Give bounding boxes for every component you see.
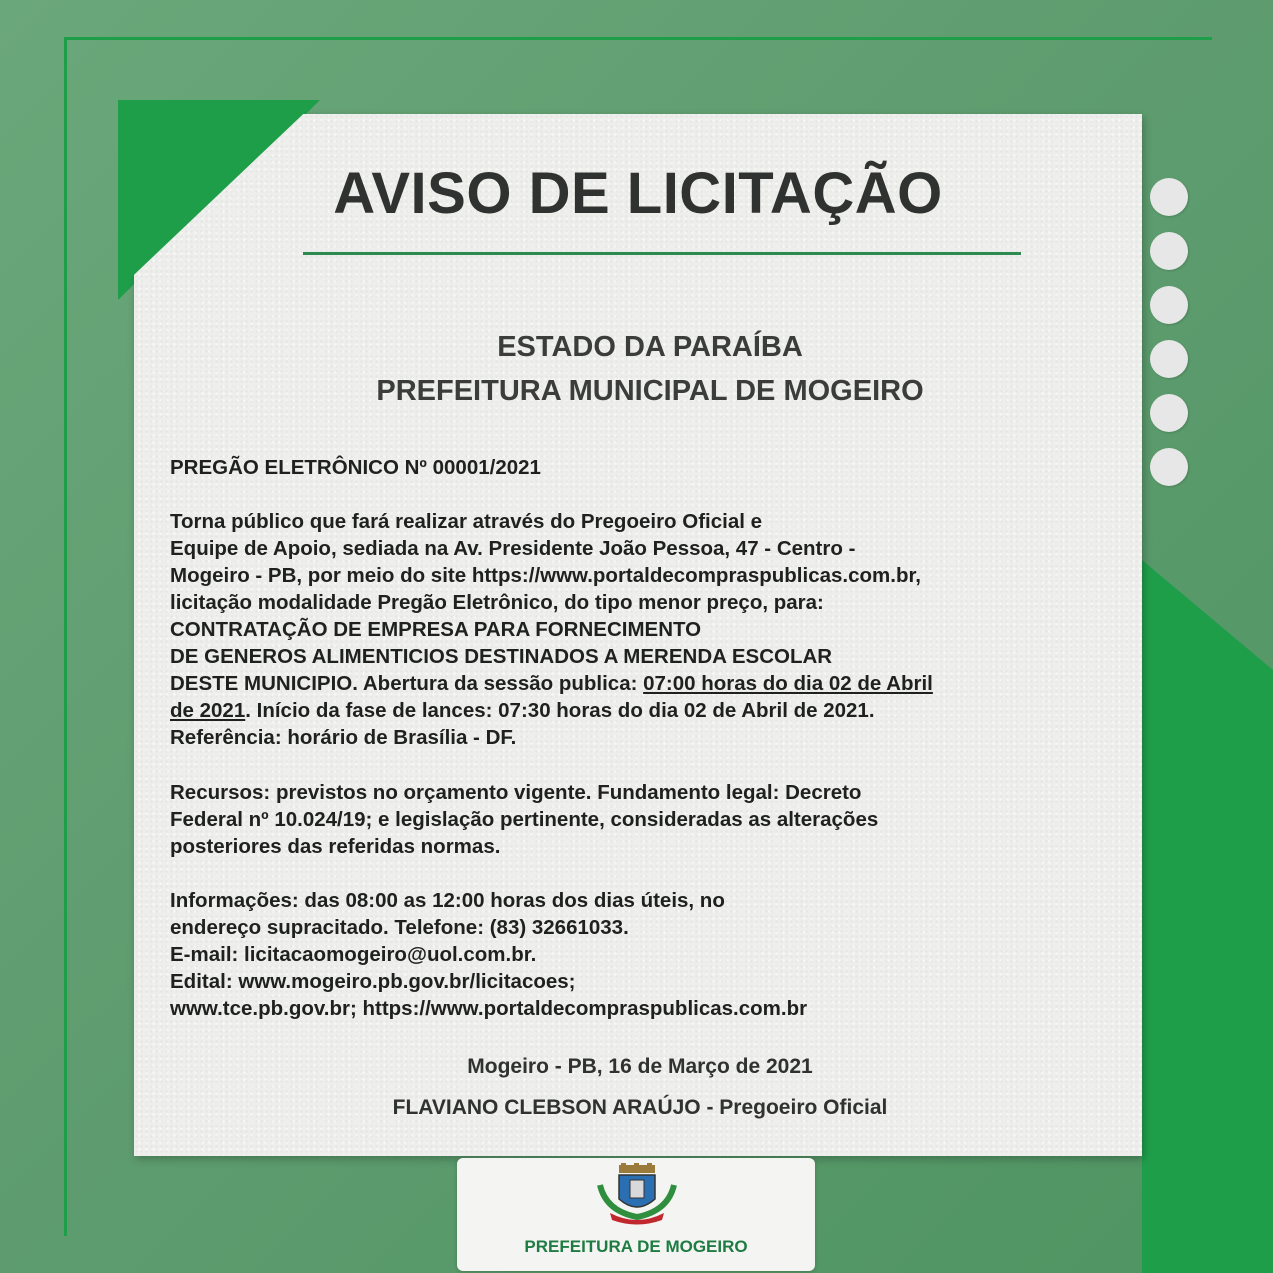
paragraph-line: Recursos: previstos no orçamento vigente. Fundamento legal: Decreto xyxy=(170,781,862,804)
bidding-phase-text: . Início da fase de lances: 07:30 horas do dia 02 de Abril de 2021. xyxy=(245,699,875,722)
logo-label: PREFEITURA DE MOGEIRO xyxy=(524,1237,748,1256)
signatory: FLAVIANO CLEBSON ARAÚJO - Pregoeiro Oficial xyxy=(392,1096,888,1119)
dot-icon xyxy=(1150,232,1188,270)
opening-date: 07:00 horas do dia 02 de Abril xyxy=(643,672,933,695)
paragraph-line: Edital: www.mogeiro.pb.gov.br/licitacoes; xyxy=(170,970,576,993)
dot-icon xyxy=(1150,286,1188,324)
notice-title: AVISO DE LICITAÇÃO xyxy=(333,161,943,226)
paragraph-line: licitação modalidade Pregão Eletrônico, do tipo menor preço, para: xyxy=(170,591,824,614)
paragraph-line: posteriores das referidas normas. xyxy=(170,835,501,858)
paragraph-line: www.tce.pb.gov.br; https://www.portaldecompraspublicas.com.br xyxy=(170,997,808,1020)
notice-paragraph-3 xyxy=(170,887,1090,1022)
opening-text: DESTE MUNICIPIO. Abertura da sessão publica: xyxy=(170,672,644,695)
paragraph-line xyxy=(170,697,1090,724)
dot-icon xyxy=(1150,178,1188,216)
place-date: Mogeiro - PB, 16 de Março de 2021 xyxy=(467,1055,813,1078)
paragraph-line: Referência: horário de Brasília - DF. xyxy=(170,726,517,749)
municipal-coat-of-arms-icon xyxy=(592,1163,682,1227)
notice-paragraph-2 xyxy=(170,779,1090,860)
paragraph-line: Mogeiro - PB, por meio do site https://www.portaldecompraspublicas.com.br, xyxy=(170,564,922,587)
paragraph-line: Torna público que fará realizar através do Pregoeiro Oficial e xyxy=(170,510,763,533)
dot-icon xyxy=(1150,448,1188,486)
process-number: PREGÃO ELETRÔNICO Nº 00001/2021 xyxy=(170,456,541,479)
paragraph-line: Federal nº 10.024/19; e legislação pertinente, consideradas as alterações xyxy=(170,808,879,831)
title-divider xyxy=(303,252,1021,255)
city-hall-heading: PREFEITURA MUNICIPAL DE MOGEIRO xyxy=(376,375,924,407)
paragraph-line: endereço supracitado. Telefone: (83) 32661033. xyxy=(170,916,629,939)
paragraph-line xyxy=(170,670,1090,697)
paragraph-line: E-mail: licitacaomogeiro@uol.com.br. xyxy=(170,943,537,966)
paragraph-line: Equipe de Apoio, sediada na Av. Presidente João Pessoa, 47 - Centro - xyxy=(170,537,856,560)
state-heading: ESTADO DA PARAÍBA xyxy=(497,331,803,363)
paragraph-line: Informações: das 08:00 as 12:00 horas dos dias úteis, no xyxy=(170,889,725,912)
notice-paragraph-1 xyxy=(170,508,1090,751)
paragraph-line: DE GENEROS ALIMENTICIOS DESTINADOS A MERENDA ESCOLAR xyxy=(170,645,833,668)
paragraph-line: CONTRATAÇÃO DE EMPRESA PARA FORNECIMENTO xyxy=(170,618,702,641)
opening-year: de 2021 xyxy=(170,699,246,722)
